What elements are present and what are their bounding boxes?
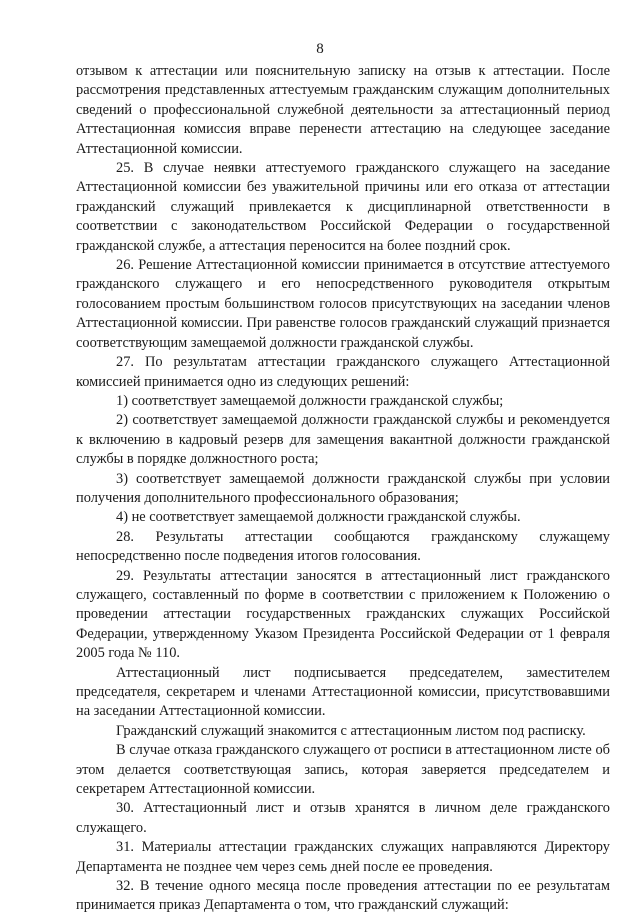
paragraph-29: 29. Результаты аттестации заносятся в аттестационный лист гражданского служащего, составленный по форме в соответствии с приложением к Положению о проведении аттестации государственных гражданских служащих Российской Федерации, утвержденному Указом Президента Российской Федерации от 1 февраля 2005 года № 110. [76, 567, 610, 662]
decision-item-4: 4) не соответствует замещаемой должности гражданской службы. [116, 509, 521, 526]
decision-item-3: 3) соответствует замещаемой должности гражданской службы при условии получения дополнительного профессионального образования; [76, 470, 610, 506]
decision-item-2: 2) соответствует замещаемой должности гражданской службы и рекомендуется к включению в кадровый резерв для замещения вакантной должности гражданской службы в порядке должностного роста; [76, 412, 610, 468]
paragraph-28: 28. Результаты аттестации сообщаются гражданскому служащему непосредственно после подведения итогов голосования. [76, 528, 610, 565]
paragraph-continuation: отзывом к аттестации или пояснительную записку на отзыв к аттестации. После рассмотрения представленных аттестуемым гражданским служащим дополнительных сведений о профессиональной служебной деятельности за аттестационный период Аттестационная комиссия вправе перенести аттестацию на следующее заседание Аттестационной комиссии. [76, 63, 610, 157]
page-number: 8 [316, 41, 324, 57]
paragraph-31: 31. Материалы аттестации гражданских служащих направляются Директору Департамента не позднее чем через семь дней после ее проведения. [76, 839, 610, 875]
paragraph-30: 30. Аттестационный лист и отзыв хранятся в личном деле гражданского служащего. [76, 800, 610, 836]
paragraph-27: 27. По результатам аттестации гражданского служащего Аттестационной комиссией принимается одно из следующих решений: [76, 354, 610, 390]
paragraph-25: 25. В случае неявки аттестуемого гражданского служащего на заседание Аттестационной комиссии без уважительной причины или его отказа от аттестации гражданский служащий привлекается к дисциплинарной ответственности в соответствии с законодательством Российской Федерации о государственной гражданской службе, а аттестация переносится на более поздний срок. [76, 160, 610, 254]
decision-item-1: 1) соответствует замещаемой должности гражданской службы; [116, 392, 504, 409]
document-body [76, 62, 610, 916]
paragraph-29-acknowledgement: Гражданский служащий знакомится с аттестационным листом под расписку. [116, 722, 586, 739]
paragraph-29-signatures: Аттестационный лист подписывается председателем, заместителем председателя, секретарем и членами Аттестационной комиссии, присутствовавшими на заседании Аттестационной комиссии. [76, 664, 610, 720]
paragraph-32: 32. В течение одного месяца после проведения аттестации по ее результатам принимается приказ Департамента о том, что гражданский служащий: [76, 878, 610, 914]
paragraph-29-refusal: В случае отказа гражданского служащего от росписи в аттестационном листе об этом делается соответствующая запись, которая заверяется председателем и секретарем Аттестационной комиссии. [76, 742, 610, 798]
paragraph-26: 26. Решение Аттестационной комиссии принимается в отсутствие аттестуемого гражданского служащего и его непосредственного руководителя открытым голосованием простым большинством голосов присутствующих на заседании членов Аттестационной комиссии. При равенстве голосов гражданский служащий признается соответствующим замещаемой должности гражданской службы. [76, 257, 610, 351]
